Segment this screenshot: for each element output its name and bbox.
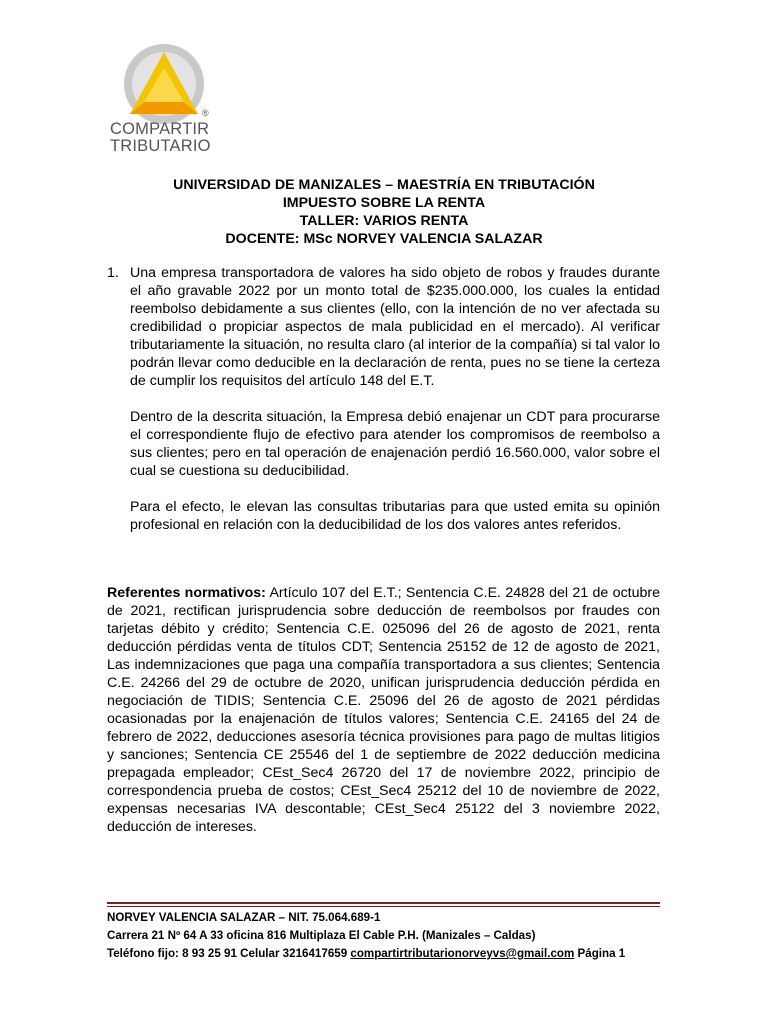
references-text: Artículo 107 del E.T.; Sentencia C.E. 24828 del 21 de octubre de 2021, rectifican jurisprudencia sobre deducción de reembolsos por fraudes con tarjetas débito y crédito; Sentencia C.E. 025096 del 26 de agosto de 2021, renta deducción pérdidas venta de títulos CDT; Sentencia 25152 de 12 de agosto de 2021, Las indemnizaciones que paga una compañía transportadora a sus clientes; Sentencia C.E. 24266 del 29 de octubre de 2020, unifican jurisprudencia deducción pérdida en negociación de TIDIS; Sentencia C.E. 25096 del 26 de agosto de 2021 pérdidas ocasionadas por la enajenación de títulos valores; Sentencia C.E. 24165 del 24 de febrero de 2022, deducciones asesoría técnica provisiones para pago de multas litigios y sanciones; Sentencia CE 25546 del 1 de septiembre de 2022 deducción medicina prepagada empleador; CEst_Sec4 26720 del 17 de noviembre 2022, principio de correspondencia prueba de costos; CEst_Sec4 25212 del 10 de noviembre de 2022, expensas necesarias IVA descontable; CEst_Sec4 25122 del 3 noviembre 2022, deducción de intereses. bbox=[107, 585, 660, 835]
footer-rule-thick bbox=[107, 902, 660, 904]
logo-line-2: TRIBUTARIO bbox=[110, 137, 211, 155]
header-teacher: DOCENTE: MSc NORVEY VALENCIA SALAZAR bbox=[225, 231, 543, 247]
header-university: UNIVERSIDAD DE MANIZALES – MAESTRÍA EN TRIBUTACIÓN bbox=[173, 177, 595, 193]
question-paragraph-1: Una empresa transportadora de valores ha sido objeto de robos y fraudes durante el año gravable 2022 por un monto total de $235.000.000, los cuales la entidad reembolso debidamente a sus clientes (ello, con la intención de no ver afectada su credibilidad o propiciar aspectos de mala publicidad en el mercado). Al verificar tributariamente la situación, no resulta claro (al interior de la compañía) si tal valor lo podrán llevar como deducible en la declaración de renta, pues no se tiene la certeza de cumplir los requisitos del artículo 148 del E.T. bbox=[130, 265, 661, 389]
header-workshop: TALLER: VARIOS RENTA bbox=[299, 213, 469, 229]
logo-wordmark bbox=[110, 121, 211, 155]
logo-line-1: COMPARTIR bbox=[110, 120, 210, 138]
footer-rule-thin bbox=[107, 906, 660, 907]
footer-name: NORVEY VALENCIA SALAZAR – NIT. 75.064.689-1 bbox=[107, 911, 381, 924]
references-label: Referentes normativos: bbox=[107, 585, 266, 601]
normative-references bbox=[107, 584, 660, 836]
footer-email-link[interactable]: compartirtributarionorveyvs@gmail.com bbox=[350, 947, 575, 960]
question-number: 1. bbox=[107, 265, 119, 281]
document-header bbox=[0, 176, 768, 248]
footer-page-number: Página 1 bbox=[574, 947, 626, 960]
question-paragraph-2: Dentro de la descrita situación, la Empresa debió enajenar un CDT para procurarse el correspondiente flujo de efectivo para atender los compromisos de reembolso a sus clientes; pero en tal operación de enajenación perdió 16.560.000, valor sobre el cual se cuestiona su deducibilidad. bbox=[130, 409, 660, 479]
footer-address: Carrera 21 Nº 64 A 33 oficina 816 Multiplaza El Cable P.H. (Manizales – Caldas) bbox=[107, 929, 536, 942]
page-footer bbox=[107, 909, 667, 963]
question-paragraph-3: Para el efecto, le elevan las consultas tributarias para que usted emita su opinión profesional en relación con la deducibilidad de los dos valores antes referidos. bbox=[130, 499, 660, 533]
footer-contact bbox=[107, 945, 667, 963]
header-subject: IMPUESTO SOBRE LA RENTA bbox=[282, 195, 486, 211]
footer-phone: Teléfono fijo: 8 93 25 91 Celular 3216417659 bbox=[107, 947, 351, 960]
registered-mark: ® bbox=[202, 108, 209, 118]
compartir-tributario-logo bbox=[104, 42, 224, 160]
question-1 bbox=[107, 264, 660, 552]
logo-emblem-icon bbox=[122, 42, 206, 126]
